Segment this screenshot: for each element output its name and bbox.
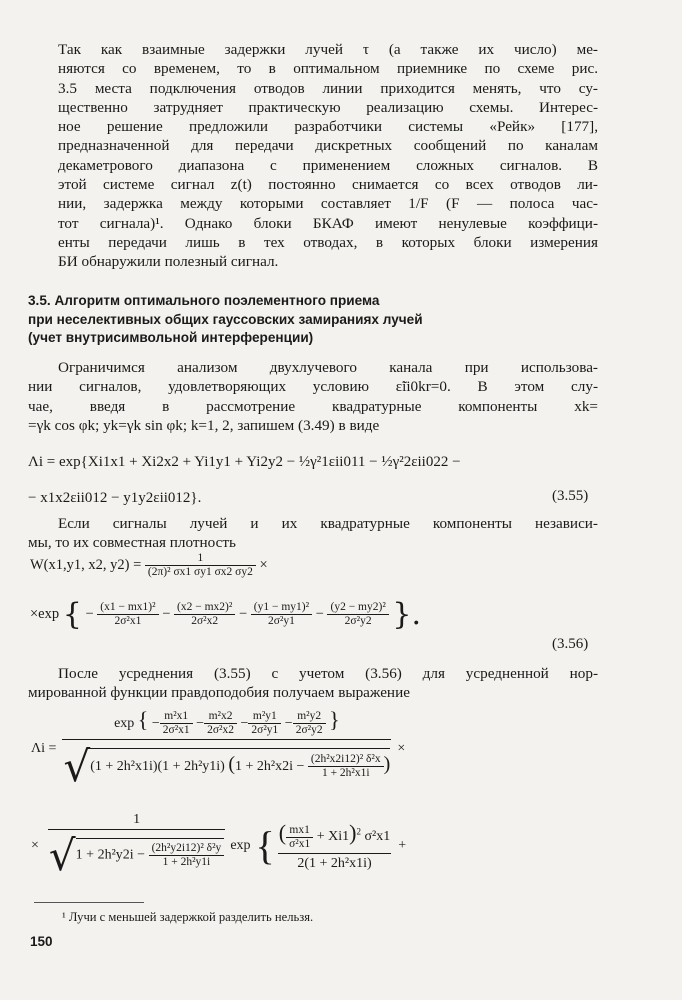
text-line: мы, то их совместная плотность	[28, 534, 236, 552]
exp-term	[293, 710, 326, 737]
heading-line: (учет внутрисимвольной интерференции)	[28, 330, 314, 345]
exp-term	[160, 710, 193, 737]
density-fraction	[145, 552, 256, 579]
text-line: енты передачи лишь в тех отводах, в которых блоки измерения	[58, 233, 598, 251]
sqrt-sign: √	[63, 742, 91, 792]
radicand-fraction	[149, 842, 225, 869]
likelihood-equation-line-2	[30, 810, 630, 882]
footnote-divider	[34, 902, 144, 903]
exp-term	[204, 710, 237, 737]
term-numerator: m²y2	[293, 710, 326, 724]
equation-3-55-line-2: − x1x2εii012 − y1y2εii012}.	[28, 490, 202, 506]
footnote: ¹ Лучи с меньшей задержкой разделить нельзя.	[62, 910, 314, 924]
main-denominator	[62, 740, 391, 793]
exp-term	[174, 601, 235, 628]
fraction-numerator: 1	[145, 552, 256, 566]
minus-sign: −	[238, 605, 248, 622]
tail-term: σ²x1	[364, 829, 391, 845]
fraction-numerator: (2h²x2i12)² δ²x	[308, 753, 384, 767]
exp-term	[97, 601, 158, 628]
fraction-numerator	[278, 819, 391, 853]
text-line: БИ обнаружили полезный сигнал.	[58, 253, 279, 271]
text-line: Так как взаимные задержки лучей τ (а также их число) ме-	[58, 41, 598, 58]
fraction-denominator	[48, 830, 225, 882]
exp-term	[327, 601, 388, 628]
text-line: щественно затрудняет практическую реализацию схемы. Интерес-	[58, 98, 598, 116]
text-line: декаметрового диапазона с применением сложных сигналов. В	[58, 156, 598, 174]
text-line: предназначенной для передачи дискретных сообщений по каналам	[58, 137, 598, 155]
left-brace: {	[137, 707, 149, 732]
text-line: этой системе сигнал z(t) постоянно снимается со всех отводов ли-	[58, 176, 598, 194]
radicand	[90, 748, 390, 780]
text-line: мированной функции правдоподобия получаем выражение	[28, 684, 410, 702]
minus-sign: −	[85, 605, 94, 622]
equation-number-3-56: (3.56)	[552, 636, 589, 652]
term-denominator: 2σ²x2	[191, 615, 219, 627]
text-line: Ограничимся анализом двухлучевого канала при использова-	[58, 359, 598, 376]
inner-denominator: σ²x1	[289, 837, 311, 850]
paragraph-4	[28, 664, 598, 703]
exp-prefix: ×exp	[30, 605, 60, 622]
text-line: чае, введя в рассмотрение квадратурные компоненты xk=	[28, 397, 598, 415]
page-number: 150	[30, 934, 53, 949]
fraction-numerator: (2h²y2i12)² δ²y	[149, 842, 225, 856]
term-denominator: 2σ²x2	[207, 724, 234, 737]
text-line: тот сигнала)¹. Однако блоки БКАФ имеют ненулевые коэффици-	[58, 214, 598, 232]
radicand-part-2: 1 + 2h²x2i −	[235, 759, 305, 774]
fraction-denominator: 1 + 2h²x1i	[321, 767, 370, 780]
text-line: После усреднения (3.55) с учетом (3.56) для усредненной нор-	[58, 665, 598, 682]
minus-sign: −	[162, 605, 171, 622]
left-brace: {	[255, 823, 275, 868]
text-line: нии сигналов, удовлетворяющих условию ε̃ii0kr=0. В этом слу-	[28, 378, 598, 396]
fraction-denominator: 2(1 + 2h²x1i)	[297, 855, 372, 871]
equation-number-3-55: (3.55)	[552, 488, 589, 504]
radicand	[76, 838, 225, 869]
term-numerator: m²x2	[204, 710, 237, 724]
radicand-part-1: (1 + 2h²x1i)(1 + 2h²y1i)	[90, 759, 225, 774]
right-brace: }.	[392, 597, 422, 632]
text-line: нии, задержка между которыми составляет 1/F (F — полоса час-	[58, 195, 598, 213]
left-paren: (	[228, 753, 235, 775]
equation-3-55-line-1: Λi = exp{Xi1x1 + Xi2x2 + Yi1y1 + Yi2y2 − ½γ²1εii011 − ½γ²2εii022 −	[28, 454, 461, 470]
sqrt-fraction	[47, 810, 226, 882]
term-numerator: (y2 − my2)²	[327, 601, 388, 615]
density-lhs: W(x1,y1, x2, y2) =	[30, 556, 142, 573]
term-numerator: m²y1	[248, 710, 281, 724]
section-heading	[28, 292, 588, 348]
inner-fraction	[286, 824, 313, 851]
left-paren: (	[278, 820, 287, 846]
text-line: Если сигналы лучей и их квадратурные компоненты независи-	[58, 515, 598, 532]
paragraph-2	[28, 358, 598, 435]
term-denominator: 2σ²y1	[267, 615, 295, 627]
exponent-2: 2	[356, 826, 361, 837]
fraction-table	[48, 811, 225, 881]
main-numerator: exp { − $\frac{\text{m²x1}}{\text{2σ²x1}}$ − $\frac{\text{m²x2}}{\text{2σ²x2}}$ − $\frac{\text{m²y1}}{\text{2σ²y1}}$ − $\frac{\text{m²y2}}{\text{2σ²y2}}$ }	[62, 706, 391, 740]
text-line: няются со временем, то в оптимальном приемнике по схеме рис.	[58, 60, 598, 78]
paragraph-3	[28, 514, 598, 553]
radicand-prefix: 1 + 2h²y2i −	[75, 847, 146, 863]
sqrt-sign: √	[48, 831, 76, 880]
fraction-denominator: (2π)² σx1 σy1 σx2 σy2	[147, 566, 253, 578]
term-denominator: 2σ²y1	[251, 724, 279, 737]
right-paren: )	[349, 820, 357, 846]
text-line: ное решение предложили разработчики системы «Рейк» [177],	[58, 118, 598, 136]
equation-3-56-line-1	[30, 552, 268, 579]
term-denominator: 2σ²x1	[114, 615, 142, 627]
fraction-denominator: 1 + 2h²y1i	[162, 856, 211, 868]
fraction-numerator: 1	[48, 811, 225, 830]
minus-sign: −	[315, 605, 324, 622]
text-line: =γk cos φk; yk=γk sin φk; k=1, 2, запишем (3.49) в виде	[28, 416, 380, 434]
lhs: Λi =	[31, 741, 57, 757]
term-denominator: 2σ²x1	[162, 724, 190, 737]
term-denominator: 2σ²y2	[295, 724, 323, 737]
equation-layout	[30, 706, 406, 792]
term-numerator: m²x1	[160, 710, 193, 724]
right-brace: }	[329, 707, 340, 732]
heading-line: при неселективных общих гауссовских замираниях лучей	[28, 311, 423, 327]
radicand-fraction	[308, 753, 384, 780]
times-prefix: ×	[31, 838, 39, 853]
plus-term: + Xi1	[316, 829, 350, 845]
times-sign: ×	[259, 556, 268, 573]
inner-numerator: mx1	[286, 824, 313, 838]
exp-term	[248, 710, 281, 737]
term-denominator: 2σ²y2	[344, 615, 372, 627]
term-numerator: (y1 − my1)²	[251, 601, 312, 615]
left-brace: {	[62, 597, 82, 632]
exp-fraction	[277, 810, 392, 882]
plus-sign: +	[398, 838, 407, 853]
exp-label: exp	[230, 838, 251, 853]
exp-term	[251, 601, 312, 628]
term-numerator: (x1 − mx1)²	[97, 601, 158, 615]
paragraph-1	[28, 40, 598, 272]
exp-label: exp	[114, 716, 135, 731]
term-numerator: (x2 − mx2)²	[174, 601, 235, 615]
times-sign: ×	[397, 741, 406, 757]
likelihood-equation-line-1	[30, 706, 610, 792]
fraction-table	[278, 819, 391, 872]
equation-3-56-line-2	[30, 597, 421, 632]
right-paren: )	[383, 753, 391, 775]
equation-layout	[30, 810, 407, 882]
heading-line: 3.5. Алгоритм оптимального поэлементного приема	[28, 293, 380, 308]
text-line: 3.5 места подключения отводов линии приходится менять, что су-	[58, 79, 598, 97]
